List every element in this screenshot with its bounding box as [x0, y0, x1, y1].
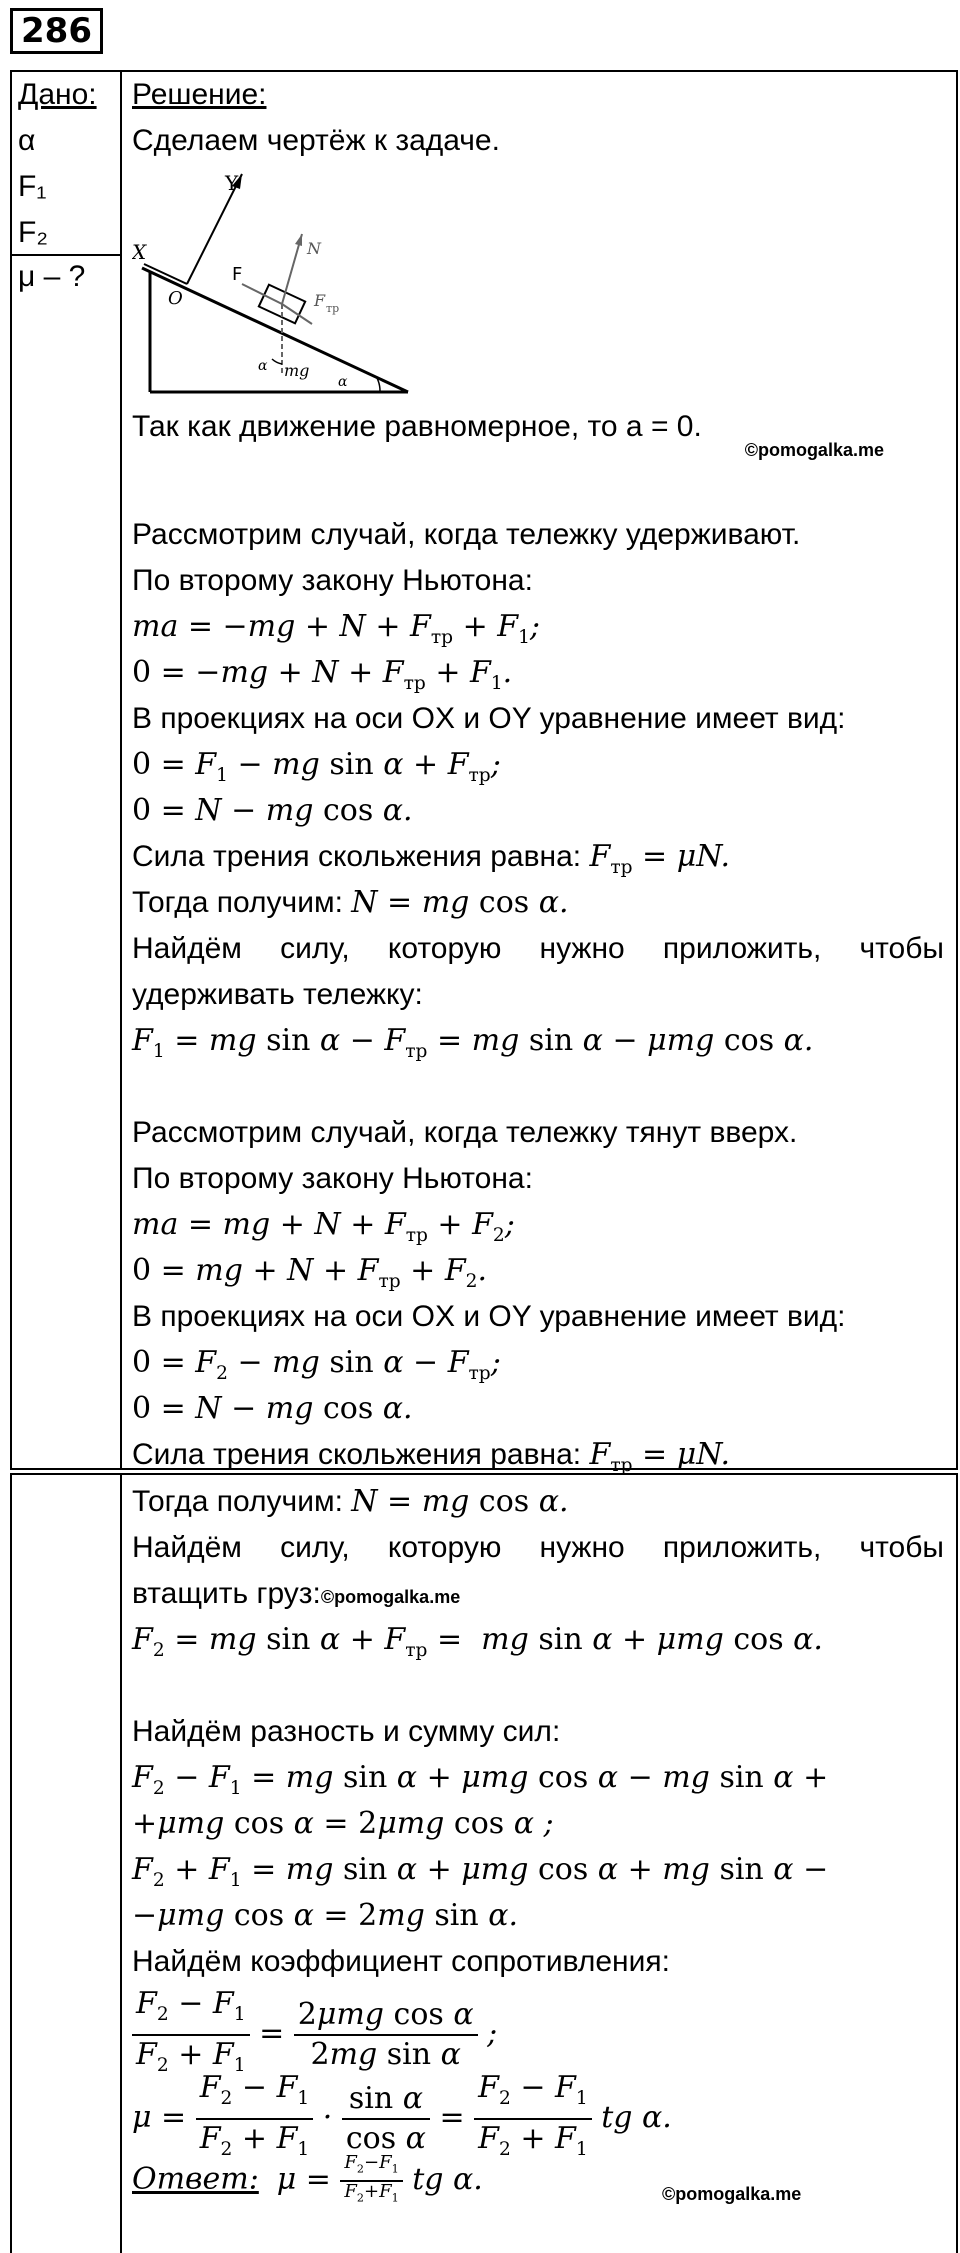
equation-11: $F_2 - F_1$ = mg sin α + μmg cos α − mg sin α + — [132, 1760, 829, 1799]
find-force-pull-text-a: Найдём силу, которую нужно приложить, чтобы — [132, 1531, 944, 1564]
answer-line — [132, 2153, 944, 2213]
newton-law-text: По второму закону Ньютона: — [132, 564, 533, 597]
equation-8: $0 = F_2$ − mg $\sin \alpha - F_{тр}$; — [132, 1345, 501, 1384]
equation-3: $0 = F_1$ − mg $\sin \alpha + F_{тр}$; — [132, 747, 501, 786]
given-item-f2: F₂ — [18, 216, 48, 249]
equation-5: $F_1$ = mg $\sin \alpha - F_{тр}$ = mg sin α − μmg cos α. — [132, 1023, 814, 1062]
watermark-3: ©pomogalka.me — [662, 2184, 802, 2204]
equation-1: ma = $-mg + N + F_{тр} + F_1$; — [132, 609, 541, 648]
coef-text: Найдём коэффициент сопротивления: — [132, 1945, 670, 1978]
column-divider-2 — [120, 1475, 122, 2253]
friction-force-sub: тр — [326, 302, 340, 315]
uniform-motion-text: Так как движение равномерное, то a = 0. — [132, 410, 702, 443]
normal-force-label: N — [307, 239, 321, 258]
equation-13: $F_2 + F_1$ = mg sin α + μmg cos α + mg sin α − — [132, 1852, 829, 1891]
given-item-alpha: α — [18, 124, 36, 157]
friction-text-2: Сила трения скольжения равна: — [132, 1438, 582, 1471]
axis-y-label: Y — [225, 171, 239, 195]
problem-number: 286 — [10, 8, 103, 54]
equation-7: 0 = mg + $N + F_{тр} + F_2$. — [132, 1253, 488, 1292]
solution-table-part-2 — [10, 1473, 958, 2253]
case2-title: Рассмотрим случай, когда тележку тянут вверх. — [132, 1116, 798, 1149]
axis-x-label: X — [132, 240, 147, 264]
then-text: Тогда получим: — [132, 886, 343, 919]
friction-text: Сила трения скольжения равна: — [132, 840, 582, 873]
equation-9: 0 = N − mg cos α. — [132, 1391, 413, 1426]
equation-16: μ = $\frac{F_2 - F_1}{F_2 + F_1}$ · $\frac{\text{sin α}}{\text{cos α}}$ = $\frac{F_2 - F_1}{F_2 + F_1}$ tg α. — [132, 2070, 672, 2160]
diff-sum-text: Найдём разность и сумму сил: — [132, 1715, 561, 1748]
equation-14: −μmg cos α = 2mg sin α. — [132, 1898, 519, 1933]
watermark-2: ©pomogalka.me — [320, 1587, 461, 1607]
find-force-hold-text: Найдём силу, которую нужно приложить, чтобы удерживать тележку: — [132, 932, 944, 1011]
find-force-pull-text-b: втащить груз: — [132, 1577, 321, 1610]
watermark: ©pomogalka.me — [744, 440, 884, 460]
equation-6: ma = mg + $N + F_{тр} + F_2$; — [132, 1207, 515, 1246]
origin-label: O — [168, 288, 183, 309]
angle-label-1: α — [258, 358, 268, 374]
solution-column — [132, 72, 944, 1478]
equation-10: $F_2$ = mg $\sin \alpha + F_{тр}$ = mg sin α + μmg cos α. — [132, 1622, 823, 1661]
given-item-f1: F₁ — [18, 170, 47, 203]
projections-text-2: В проекциях на оси OX и OY уравнение имеет вид: — [132, 1300, 846, 1333]
equation-2: $0 = -mg + N + F_{тр} + F_1$. — [132, 655, 513, 694]
then-line: Тогда получим: N = mg cos α. — [132, 885, 569, 920]
then-text-2: Тогда получим: — [132, 1485, 343, 1518]
force-f-label: F — [232, 264, 243, 285]
newton-law-text-2: По второму закону Ньютона: — [132, 1162, 533, 1195]
solution-header: Решение: — [132, 78, 267, 111]
solution-table-part-1 — [10, 70, 958, 1476]
case1-title: Рассмотрим случай, когда тележку удерживают. — [132, 518, 801, 551]
incline-figure — [132, 164, 944, 404]
find-mu: μ – ? — [18, 260, 86, 293]
given-column — [18, 72, 97, 293]
column-divider — [120, 72, 122, 1468]
find-force-pull-line — [132, 1571, 944, 1617]
equation-15: $\frac{F_2 - F_1}{F_2 + F_1}$ = $\frac{\text{2μmg cos α}}{\text{2mg sin α}}$ ; — [132, 1985, 944, 2069]
friction-line: Сила трения скольжения равна: $F_{тр} = \mu N$. — [132, 839, 731, 878]
equation-12: +μmg cos α = 2μmg cos α ; — [132, 1806, 554, 1841]
equation-4: 0 = N − mg cos α. — [132, 793, 413, 828]
answer-formula: μ = $\frac{F_2-F_1}{F_2+F_1}$ tg α. — [267, 2152, 483, 2205]
solution-column-2 — [132, 1479, 944, 2213]
friction-line-2: Сила трения скольжения равна: $F_{тр} = \mu N$. — [132, 1437, 731, 1476]
answer-label: Ответ: — [132, 2161, 259, 2197]
friction-force-label: F — [314, 291, 326, 310]
projections-text: В проекциях на оси OX и OY уравнение имеет вид: — [132, 702, 846, 735]
angle-label-2: α — [338, 374, 348, 390]
given-header: Дано: — [18, 78, 97, 111]
intro-text: Сделаем чертёж к задаче. — [132, 124, 500, 157]
then-line-2: Тогда получим: N = mg cos α. — [132, 1484, 569, 1519]
gravity-label: mg — [284, 361, 310, 380]
